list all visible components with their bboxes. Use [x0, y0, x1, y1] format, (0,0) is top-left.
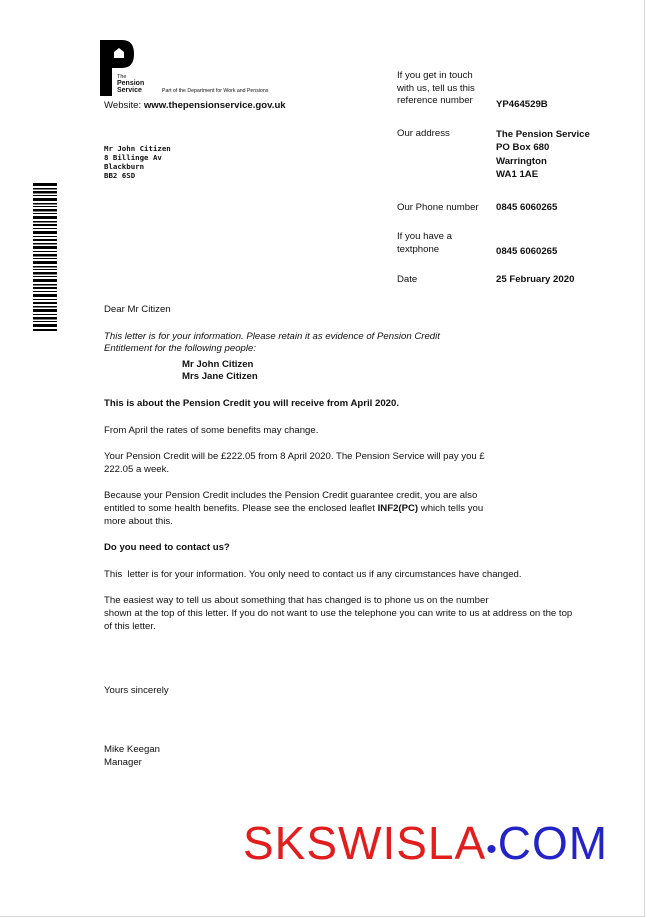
paragraph-line: shown at the top of this letter. If you do not want to use the telephone you can write to us at address on the top: [104, 607, 573, 619]
watermark: [243, 817, 609, 873]
leaflet-reference: INF2(PC): [377, 502, 419, 514]
recipient-address: [104, 144, 171, 180]
our-address-line: PO Box 680: [496, 142, 550, 154]
watermark-main: SKSWISLA: [243, 817, 487, 869]
reference-label: [397, 70, 475, 108]
person-name: Mrs Jane Citizen: [182, 371, 258, 383]
reference-number: YP464529B: [496, 99, 548, 110]
paragraph-text: which tells you: [418, 502, 484, 514]
recipient-line: 8 Billinge Av: [104, 153, 162, 162]
reference-label-line: reference number: [397, 95, 473, 106]
letter-heading: This is about the Pension Credit you will receive from April 2020.: [104, 397, 399, 409]
logo-text-the: The: [117, 74, 127, 80]
paragraph-text: entitled to some health benefits. Please see the enclosed leaflet: [104, 502, 378, 514]
signatory-title: Manager: [104, 756, 142, 768]
pension-service-logo: [98, 38, 158, 100]
watermark-tld: COM: [497, 817, 609, 869]
website-url[interactable]: www.thepensionservice.gov.uk: [143, 100, 286, 111]
textphone-label-line: If you have a: [397, 231, 452, 242]
department-text: Part of the Department for Work and Pensions: [162, 88, 269, 94]
our-address-line: WA1 1AE: [496, 168, 539, 180]
paragraph-information: This letter is for your information. You only need to contact us if any circumstances have changed.: [104, 568, 522, 580]
info-intro: [104, 331, 609, 356]
textphone-number: 0845 6060265: [496, 246, 558, 257]
paragraph-line: Because your Pension Credit includes the Pension Credit guarantee credit, you are also: [104, 490, 478, 502]
person-name: Mr John Citizen: [182, 358, 254, 370]
logo-text-pension: Pension: [117, 80, 145, 87]
letter-body: [104, 304, 609, 633]
signatory: [104, 744, 160, 769]
our-address-line: Warrington: [496, 155, 547, 167]
paragraph-line: 222.05 a week.: [104, 463, 170, 475]
paragraph-line: of this letter.: [104, 620, 156, 632]
phone-number: 0845 6060265: [496, 202, 558, 213]
contact-heading: Do you need to contact us?: [104, 542, 230, 554]
date-label: Date: [397, 274, 418, 285]
reference-label-line: with us, tell us this: [397, 82, 475, 94]
paragraph-line: Your Pension Credit will be £222.05 from 8 April 2020. The Pension Service will pay you £: [104, 451, 485, 463]
paragraph-rates: From April the rates of some benefits may change.: [104, 424, 319, 436]
barcode-icon: [33, 183, 57, 331]
reference-label-line: If you get in touch: [397, 70, 473, 81]
recipient-line: BB2 6SD: [104, 171, 136, 180]
phone-label: Our Phone number: [397, 202, 479, 213]
textphone-label-line: textphone: [397, 243, 440, 255]
entitled-people: [182, 359, 609, 384]
website-line: [104, 100, 286, 111]
recipient-line: Blackburn: [104, 162, 145, 171]
paragraph-contact: [104, 595, 614, 633]
paragraph-health-benefits: [104, 490, 609, 528]
website-label: Website:: [104, 100, 142, 111]
our-address-label: Our address: [397, 128, 450, 139]
closing: Yours sincerely: [104, 685, 169, 696]
paragraph-line: [104, 503, 609, 516]
watermark-dot: •: [486, 833, 498, 866]
info-intro-line: This letter is for your information. Please retain it as evidence of Pension Credit: [104, 330, 440, 342]
paragraph-line: The easiest way to tell us about something that has changed is to phone us on the number: [104, 595, 489, 607]
our-address: [496, 128, 590, 181]
recipient-line: Mr John Citizen: [104, 144, 171, 153]
info-intro-line: Entitlement for the following people:: [104, 343, 256, 355]
our-address-line: The Pension Service: [496, 129, 590, 140]
paragraph-line: more about this.: [104, 515, 173, 527]
logo-text-service: Service: [117, 87, 142, 95]
signatory-name: Mike Keegan: [104, 744, 160, 755]
salutation: Dear Mr Citizen: [104, 304, 171, 315]
paragraph-amount: [104, 451, 609, 476]
textphone-label: [397, 231, 452, 256]
letter-date: 25 February 2020: [496, 274, 575, 285]
